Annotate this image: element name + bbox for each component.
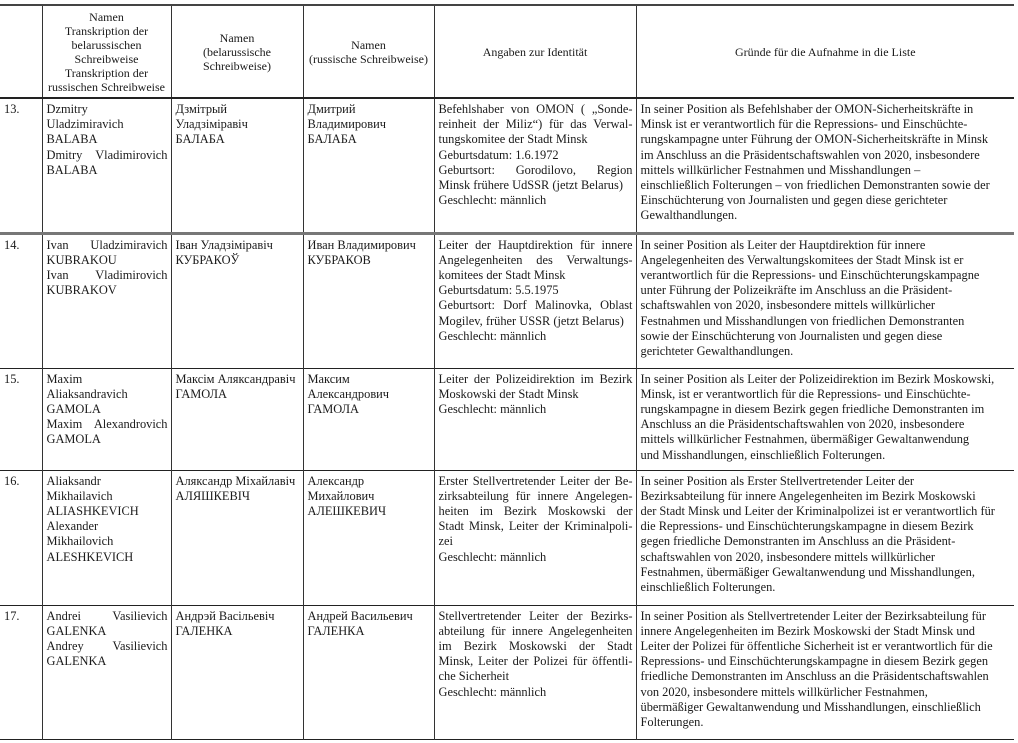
- name-line: Dzmitry: [46, 102, 88, 116]
- name-line: Александрович: [307, 386, 390, 401]
- identity-line: Stadt Minsk, Leiter der Kriminalpoli-: [438, 519, 633, 534]
- name-line: ALESHKEVICH: [46, 549, 134, 564]
- identity-line: Geschlecht: männlich: [438, 684, 547, 699]
- identity-line: reinheit der Miliz“) für das Verwal-: [438, 117, 633, 132]
- table-body: [0, 98, 1014, 739]
- identity-line: Erster Stellvertretender Leiter der Be-: [438, 473, 633, 488]
- identity-line: Moskowski der Stadt Minsk: [438, 386, 579, 401]
- name-line: Mikhailovich: [46, 534, 114, 549]
- reason-line: unter Führung der Polizeikräfte im Anschluss an die Präsident-: [640, 283, 953, 298]
- name-line: Андрей Васильевич: [307, 608, 413, 623]
- header-russian-line: Namen: [351, 37, 386, 52]
- header-belarusian-line: (belarussische: [203, 44, 271, 59]
- identity-line: abteilung für innere Angelegenheiten: [438, 623, 633, 638]
- reason-line: gerichteter Gewalthandlungen.: [640, 343, 794, 358]
- name-line: Александр: [307, 473, 365, 488]
- transliterated-name: [42, 233, 171, 368]
- russian-name: [303, 470, 434, 605]
- name-line: Михайлович: [307, 488, 375, 503]
- sanctions-list-table: [0, 4, 1014, 740]
- header-belarusian-line: Namen: [219, 30, 255, 45]
- name-line: Maxim: [46, 371, 83, 386]
- name-line: KUBRAKOV: [46, 283, 117, 298]
- transliterated-name: [42, 470, 171, 605]
- reason-line: die Repressions- und Einschüchterungskampagne in diesem Bezirk: [640, 519, 974, 534]
- reason-line: In seiner Position als Erster Stellvertretender Leiter der: [640, 473, 915, 488]
- belarusian-name: [171, 98, 303, 233]
- header-translit-line: Transkription der: [64, 65, 149, 80]
- identity-line: Leiter der Hauptdirektion für innere: [438, 237, 633, 252]
- listing-reasons: [636, 233, 1014, 368]
- name-line: АЛЕШКЕВИЧ: [307, 503, 387, 518]
- name-line: Dmitry Vladimirovich: [46, 147, 168, 162]
- russian-name: [303, 368, 434, 470]
- reason-line: der Stadt Minsk und Leiter der Kriminalpolizei ist er verantwortlich für: [640, 503, 995, 518]
- identity-line: Mogilev, früher USSR (jetzt Belarus): [438, 313, 624, 328]
- name-line: ГАЛЕНКА: [175, 623, 233, 638]
- reason-line: innere Angelegenheiten im Bezirk Moskowski der Stadt Minsk und: [640, 623, 975, 638]
- identity-line: Geschlecht: männlich: [438, 401, 547, 416]
- identity-line: che Sicherheit: [438, 669, 510, 684]
- name-line: BALABA: [46, 132, 98, 147]
- reason-line: In seiner Position als Befehlshaber der OMON-Sicherheitskräfte in: [640, 102, 974, 116]
- table-row: [0, 233, 1014, 368]
- reason-line: Gewalthandlungen.: [640, 208, 738, 223]
- name-line: Аляксандр Міхайлавіч: [175, 473, 296, 488]
- header-translit-line: russischen Schreibweise: [48, 79, 165, 94]
- reason-line: Festnahmen und Misshandlungen von friedlichen Demonstranten: [640, 313, 965, 328]
- name-line: Уладзіміравіч БАЛАБА: [175, 117, 248, 147]
- name-line: БАЛАБА: [307, 132, 357, 147]
- reason-line: Festnahmen, übermäßiger Gewaltanwendung und Misshandlungen,: [640, 564, 975, 579]
- identity-info: [434, 233, 636, 368]
- name-line: Максим: [307, 371, 350, 386]
- name-line: Mikhailavich: [46, 488, 113, 503]
- header-translit-line: Transkription der: [64, 23, 149, 38]
- header-reasons: Gründe für die Aufnahme in die Liste: [636, 5, 1014, 98]
- row-number: 17.: [0, 605, 42, 739]
- table-header: [0, 5, 1014, 98]
- reason-line: Einschüchterung von Journalisten und gegen diese gerichteter: [640, 193, 948, 208]
- reason-line: von 2020, insbesondere mittels willkürlicher Festnahmen,: [640, 684, 928, 699]
- identity-line: im Bezirk Moskowski der Stadt: [438, 638, 633, 653]
- identity-info: [434, 470, 636, 605]
- reason-line: Minsk ist er verantwortlich für die Repressions- und Einschüchte-: [640, 117, 968, 132]
- identity-line: zirksabteilung für innere Angelegen-: [438, 488, 633, 503]
- header-russian-line: (russische Schreibweise): [309, 51, 428, 66]
- name-line: Иван Владимирович: [307, 237, 416, 252]
- row-number: 14.: [0, 233, 42, 368]
- header-translit-line: belarussischen: [71, 37, 142, 52]
- identity-line: Stellvertretender Leiter der Bezirks-: [438, 608, 633, 623]
- reason-line: und Misshandlungen, einschließlich Folterungen.: [640, 447, 886, 462]
- name-line: GALENKA: [46, 654, 107, 669]
- reason-line: einschließlich Folterungen.: [640, 579, 776, 594]
- identity-line: Minsk frühere UdSSR (jetzt Belarus): [438, 178, 623, 193]
- identity-line: Angelegenheiten des Verwaltungs-: [438, 252, 633, 267]
- belarusian-name: [171, 233, 303, 368]
- reason-line: In seiner Position als Leiter der Hauptdirektion für innere: [640, 237, 926, 252]
- listing-reasons: [636, 368, 1014, 470]
- reason-line: schaftswahlen von 2020, insbesondere mittels willkürlicher: [640, 549, 936, 564]
- russian-name: [303, 233, 434, 368]
- identity-line: tungskomitee der Stadt Minsk: [438, 132, 588, 147]
- identity-info: [434, 605, 636, 739]
- identity-line: Geschlecht: männlich: [438, 549, 547, 564]
- reason-line: Anschluss an die Präsidentschaftswahlen von 2020, insbesondere: [640, 417, 965, 432]
- identity-line: komitees der Stadt Minsk: [438, 267, 566, 282]
- belarusian-name: [171, 368, 303, 470]
- listing-reasons: [636, 98, 1014, 233]
- name-line: Andrey Vasilievich: [46, 638, 168, 653]
- name-line: Максім Аляксандравіч: [175, 371, 296, 386]
- reason-line: Angelegenheiten des Verwaltungskomitees der Stadt Minsk ist er: [640, 252, 964, 267]
- header-transliteration: [42, 5, 171, 98]
- table-row: [0, 368, 1014, 470]
- table-row: [0, 470, 1014, 605]
- name-line: Андрэй Васільевіч: [175, 608, 275, 623]
- header-belarusian-spelling: [171, 5, 303, 98]
- name-line: Aliaksandr: [46, 473, 101, 488]
- identity-line: heiten im Bezirk Moskowski der: [438, 503, 633, 518]
- name-line: ГАМОЛА: [307, 401, 359, 416]
- russian-name: [303, 98, 434, 233]
- name-line: Владимирович: [307, 117, 386, 132]
- identity-line: zei: [438, 534, 453, 549]
- name-line: GALENKA: [46, 623, 107, 638]
- header-translit-line: Namen: [89, 9, 124, 24]
- row-number: 15.: [0, 368, 42, 470]
- identity-info: [434, 368, 636, 470]
- header-russian-spelling: [303, 5, 434, 98]
- reason-line: rungskampagne in diesem Bezirk gegen friedliche Demonstranten im: [640, 401, 985, 416]
- transliterated-name: [42, 368, 171, 470]
- name-line: BALABA: [46, 162, 98, 177]
- table-row: [0, 605, 1014, 739]
- name-line: Andrei Vasilievich: [46, 608, 168, 623]
- belarusian-name: [171, 470, 303, 605]
- name-line: Ivan Uladzimiravich: [46, 237, 168, 252]
- name-line: GAMOLA: [46, 401, 101, 416]
- transliterated-name: [42, 605, 171, 739]
- reason-line: In seiner Position als Stellvertretender Leiter der Bezirksabteilung für: [640, 608, 986, 623]
- identity-line: Geburtsort: Gorodilovo, Region: [438, 162, 633, 177]
- name-line: ALIASHKEVICH: [46, 503, 139, 518]
- header-row: [0, 5, 1014, 98]
- identity-line: Minsk, Leiter der Polizei für öffentli-: [438, 654, 633, 669]
- identity-line: Leiter der Polizeidirektion im Bezirk: [438, 371, 633, 386]
- name-line: Іван Уладзіміравіч: [175, 237, 273, 252]
- identity-line: Geburtsdatum: 1.6.1972: [438, 147, 559, 162]
- name-line: KUBRAKOU: [46, 252, 117, 267]
- reason-line: Leiter der Polizei für öffentliche Sicherheit ist er verantwortlich für die: [640, 638, 993, 653]
- reason-line: einschließlich Folterungen – von friedlichen Demonstranten sowie der: [640, 178, 990, 193]
- name-line: Aliaksandravich: [46, 386, 128, 401]
- identity-info: [434, 98, 636, 233]
- belarusian-name: [171, 605, 303, 739]
- reason-line: Folterungen.: [640, 714, 704, 729]
- name-line: Дмитрий: [307, 102, 356, 116]
- table-row: [0, 98, 1014, 233]
- name-line: КУБРАКОВ: [307, 252, 371, 267]
- identity-line: Geschlecht: männlich: [438, 193, 547, 208]
- header-belarusian-line: Schreibweise): [203, 58, 271, 73]
- identity-line: Geburtsdatum: 5.5.1975: [438, 283, 559, 298]
- identity-line: Befehlshaber von OMON ( „Sonde-: [438, 102, 633, 116]
- reason-line: verantwortlich für die Repressions- und Einschüchterungskampagne: [640, 267, 980, 282]
- reason-line: sowie der Einschüchterung von Journalisten und gegen diese: [640, 328, 943, 343]
- row-number: 13.: [0, 98, 42, 233]
- row-number: 16.: [0, 470, 42, 605]
- reason-line: gegen friedliche Demonstranten im Anschluss an die Präsident-: [640, 534, 956, 549]
- name-line: Ivan Vladimirovich: [46, 267, 168, 282]
- reason-line: übermäßiger Gewaltanwendung und Misshandlungen, einschließlich: [640, 699, 981, 714]
- reason-line: im Anschluss an die Präsidentschaftswahlen von 2020, insbesondere: [640, 147, 980, 162]
- listing-reasons: [636, 470, 1014, 605]
- header-translit-line: Schreibweise: [74, 51, 139, 66]
- reason-line: mittels willkürlicher Festnahmen, übermäßiger Gewaltanwendung: [640, 432, 970, 447]
- name-line: Alexander: [46, 519, 99, 534]
- listing-reasons: [636, 605, 1014, 739]
- name-line: АЛЯШКЕВІЧ: [175, 488, 250, 503]
- reason-line: friedliche Demonstranten im Anschluss an die Präsidentschaftswahlen: [640, 669, 989, 684]
- identity-line: Geschlecht: männlich: [438, 328, 547, 343]
- name-line: ГАЛЕНКА: [307, 623, 365, 638]
- russian-name: [303, 605, 434, 739]
- reason-line: rungskampagne unter Führung der OMON-Sicherheitskräfte in Minsk: [640, 132, 989, 147]
- name-line: GAMOLA: [46, 432, 101, 447]
- name-line: Дзмітрый: [175, 102, 227, 116]
- header-number: [0, 5, 42, 98]
- identity-line: Geburtsort: Dorf Malinovka, Oblast: [438, 298, 633, 313]
- reason-line: schaftswahlen von 2020, insbesondere mittels willkürlicher: [640, 298, 936, 313]
- transliterated-name: [42, 98, 171, 233]
- name-line: КУБРАКОЎ: [175, 252, 240, 267]
- reason-line: In seiner Position als Leiter der Polizeidirektion im Bezirk Moskowski,: [640, 371, 995, 386]
- reason-line: Bezirksabteilung für innere Angelegenheiten im Bezirk Moskowski: [640, 488, 976, 503]
- name-line: ГАМОЛА: [175, 386, 227, 401]
- name-line: Uladzimiravich: [46, 117, 124, 132]
- header-identity: Angaben zur Identität: [434, 5, 636, 98]
- reason-line: Minsk, ist er verantwortlich für die Repressions- und Einschüchte-: [640, 386, 971, 401]
- reason-line: Repressions- und Einschüchterungskampagne in diesem Bezirk gegen: [640, 654, 989, 669]
- name-line: Maxim Alexandrovich: [46, 417, 168, 432]
- reason-line: mittels willkürlicher Festnahmen und Misshandlungen –: [640, 162, 921, 177]
